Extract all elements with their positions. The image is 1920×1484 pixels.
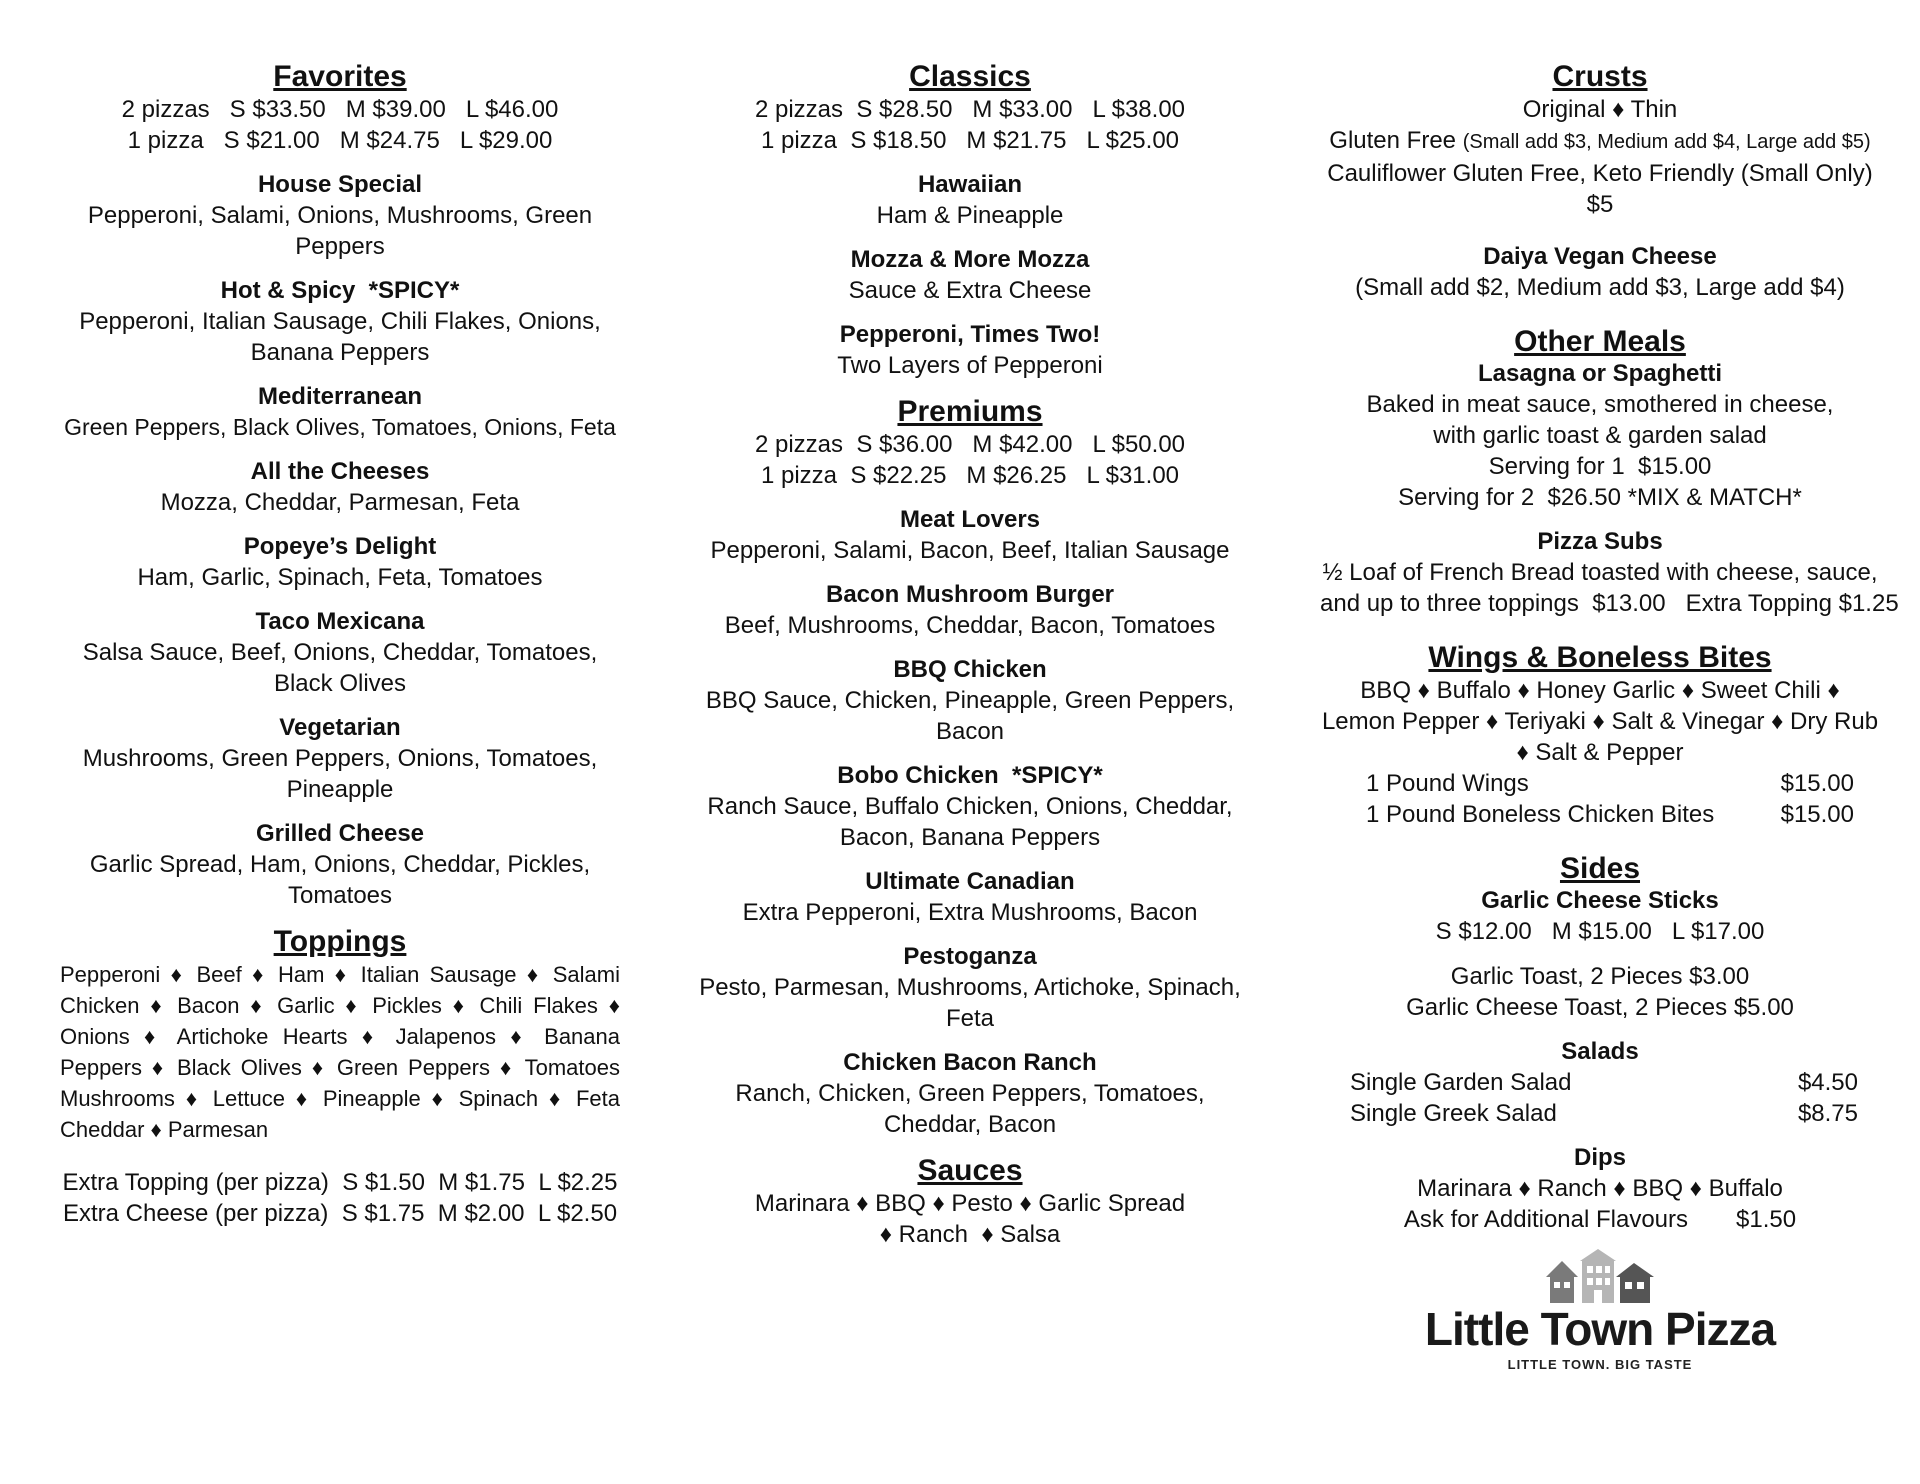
salad-price: $4.50: [1797, 1069, 1858, 1096]
column-favorites: [60, 60, 620, 1229]
menu-item: [690, 867, 1250, 928]
lasagna-desc-2: with garlic toast & garden salad: [1433, 422, 1767, 449]
crusts-cauliflower: Cauliflower Gluten Free, Keto Friendly (Small Only) $5: [1327, 160, 1873, 218]
pizza-subs-title: Pizza Subs: [1537, 528, 1663, 555]
item-desc: Extra Pepperoni, Extra Mushrooms, Bacon: [742, 899, 1198, 926]
item-desc: Pesto, Parmesan, Mushrooms, Artichoke, Spinach, Feta: [699, 974, 1241, 1032]
lasagna-title: Lasagna or Spaghetti: [1477, 360, 1723, 387]
garlic-cheese-sticks-prices: S $12.00 M $15.00 L $17.00: [1435, 918, 1765, 945]
pizza-subs-desc-2: and up to three toppings $13.00 Extra Topping $1.25: [1320, 590, 1899, 617]
garlic-cheese-sticks-title: Garlic Cheese Sticks: [1481, 887, 1719, 914]
premiums-heading: Premiums: [897, 395, 1043, 428]
item-desc: Beef, Mushrooms, Cheddar, Bacon, Tomatoes: [724, 612, 1216, 639]
menu-item: [690, 761, 1250, 853]
item-desc: Pepperoni, Italian Sausage, Chili Flakes, Onions, Banana Peppers: [79, 308, 601, 366]
item-name: BBQ Chicken: [893, 656, 1047, 683]
menu-item: [690, 1048, 1250, 1140]
wings-flavours-3: ♦ Salt & Pepper: [1516, 739, 1684, 766]
menu-item: [690, 245, 1250, 306]
item-desc: Two Layers of Pepperoni: [837, 352, 1103, 379]
crusts-line-1: Original ♦ Thin: [1522, 96, 1678, 123]
item-name: Hot & Spicy *SPICY*: [220, 277, 460, 304]
salads-title: Salads: [1561, 1038, 1639, 1065]
vegan-cheese-title: Daiya Vegan Cheese: [1483, 243, 1717, 270]
salad-price: $8.75: [1797, 1100, 1858, 1127]
boneless-price-row: [1320, 799, 1880, 830]
sauces-line-1: Marinara ♦ BBQ ♦ Pesto ♦ Garlic Spread: [754, 1190, 1186, 1217]
favorites-price-1: 1 pizza S $21.00 M $24.75 L $29.00: [127, 127, 553, 154]
other-meals-heading: Other Meals: [1514, 325, 1686, 358]
logo: [1320, 1247, 1880, 1372]
menu-item: [690, 655, 1250, 747]
logo-title: Little Town Pizza: [1424, 1303, 1776, 1355]
column-crusts: [1320, 60, 1899, 1372]
dips-extra-row: [1320, 1204, 1880, 1235]
salad-label: Single Garden Salad: [1350, 1069, 1572, 1096]
menu-item: [60, 382, 620, 443]
item-desc: Garlic Spread, Ham, Onions, Cheddar, Pickles, Tomatoes: [89, 851, 591, 909]
wings-label: 1 Pound Wings: [1366, 770, 1529, 797]
menu-item: [690, 580, 1250, 641]
sauces-line-2: ♦ Ranch ♦ Salsa: [879, 1221, 1061, 1248]
sauces-heading: Sauces: [917, 1154, 1023, 1187]
extra-cheese-price: Extra Cheese (per pizza) S $1.75 M $2.00 L $2.50: [62, 1200, 618, 1227]
item-name: Mediterranean: [257, 383, 423, 410]
item-desc: BBQ Sauce, Chicken, Pineapple, Green Peppers, Bacon: [705, 687, 1235, 745]
item-name: Ultimate Canadian: [865, 868, 1075, 895]
item-name: Vegetarian: [279, 714, 401, 741]
salad-row: [1320, 1098, 1880, 1129]
item-desc: Ham & Pineapple: [876, 202, 1064, 229]
lasagna-desc-1: Baked in meat sauce, smothered in cheese,: [1366, 391, 1834, 418]
boneless-label: 1 Pound Boneless Chicken Bites: [1366, 801, 1715, 828]
item-desc: Green Peppers, Black Olives, Tomatoes, Onions, Feta: [64, 414, 616, 440]
item-desc: Sauce & Extra Cheese: [848, 277, 1092, 304]
item-desc: Ham, Garlic, Spinach, Feta, Tomatoes: [137, 564, 543, 591]
item-name: Taco Mexicana: [255, 608, 425, 635]
salad-row: [1320, 1067, 1880, 1098]
pizza-subs-desc-1: ½ Loaf of French Bread toasted with cheese, sauce,: [1322, 559, 1878, 586]
favorites-heading: Favorites: [273, 60, 407, 93]
item-name: Chicken Bacon Ranch: [843, 1049, 1097, 1076]
boneless-price: $15.00: [1780, 801, 1854, 828]
gluten-free-label: Gluten Free: [1329, 127, 1463, 154]
gluten-free-note: (Small add $3, Medium add $4, Large add $5): [1462, 131, 1871, 153]
dips-extra-price: $1.50: [1736, 1206, 1797, 1233]
wings-flavours-2: Lemon Pepper ♦ Teriyaki ♦ Salt & Vinegar ♦ Dry Rub: [1321, 708, 1879, 735]
menu-item: [60, 713, 620, 805]
crusts-gluten-free: [1320, 125, 1880, 158]
item-desc: Pepperoni, Salami, Bacon, Beef, Italian Sausage: [710, 537, 1230, 564]
menu-item: [690, 320, 1250, 381]
item-desc: Pepperoni, Salami, Onions, Mushrooms, Green Peppers: [87, 202, 593, 260]
menu-item: [60, 607, 620, 699]
sides-heading: Sides: [1559, 852, 1641, 885]
item-desc: Ranch Sauce, Buffalo Chicken, Onions, Cheddar, Bacon, Banana Peppers: [707, 793, 1233, 851]
lasagna-serving-2: Serving for 2 $26.50 *MIX & MATCH*: [1398, 484, 1802, 511]
menu-item: [60, 819, 620, 911]
menu-item: [60, 457, 620, 518]
houses-icon: [1540, 1247, 1660, 1305]
item-name: Meat Lovers: [899, 506, 1041, 533]
item-name: House Special: [257, 171, 423, 198]
logo-tagline: LITTLE TOWN. BIG TASTE: [1507, 1357, 1693, 1372]
garlic-toast: Garlic Toast, 2 Pieces $3.00: [1450, 963, 1750, 990]
extra-topping-price: Extra Topping (per pizza) S $1.50 M $1.75 L $2.25: [62, 1169, 618, 1196]
column-classics: [690, 60, 1250, 1250]
crusts-heading: Crusts: [1552, 60, 1648, 93]
item-desc: Mozza, Cheddar, Parmesan, Feta: [160, 489, 520, 516]
favorites-price-2: 2 pizzas S $33.50 M $39.00 L $46.00: [121, 96, 559, 123]
menu-item: [690, 170, 1250, 231]
premiums-price-1: 1 pizza S $22.25 M $26.25 L $31.00: [760, 462, 1180, 489]
item-name: Popeye’s Delight: [243, 533, 437, 560]
item-name: Mozza & More Mozza: [850, 246, 1090, 273]
classics-heading: Classics: [909, 60, 1031, 93]
wings-price: $15.00: [1780, 770, 1854, 797]
dips-list: Marinara ♦ Ranch ♦ BBQ ♦ Buffalo: [1417, 1175, 1783, 1202]
item-desc: Salsa Sauce, Beef, Onions, Cheddar, Tomatoes, Black Olives: [82, 639, 598, 697]
lasagna-serving-1: Serving for 1 $15.00: [1488, 453, 1712, 480]
item-name: Bobo Chicken *SPICY*: [837, 762, 1103, 789]
item-desc: Ranch, Chicken, Green Peppers, Tomatoes, Cheddar, Bacon: [735, 1080, 1205, 1138]
classics-price-1: 1 pizza S $18.50 M $21.75 L $25.00: [760, 127, 1180, 154]
menu-item: [690, 505, 1250, 566]
menu-item: [690, 942, 1250, 1034]
wings-price-row: [1320, 768, 1880, 799]
toppings-heading: Toppings: [273, 925, 407, 958]
premiums-price-2: 2 pizzas S $36.00 M $42.00 L $50.00: [754, 431, 1186, 458]
dips-extra-label: Ask for Additional Flavours: [1403, 1206, 1689, 1233]
garlic-cheese-toast: Garlic Cheese Toast, 2 Pieces $5.00: [1406, 994, 1794, 1021]
item-name: Pepperoni, Times Two!: [839, 321, 1101, 348]
item-name: Hawaiian: [917, 171, 1023, 198]
wings-heading: Wings & Boneless Bites: [1428, 641, 1772, 674]
item-desc: Mushrooms, Green Peppers, Onions, Tomatoes, Pineapple: [82, 745, 598, 803]
vegan-cheese-note: (Small add $2, Medium add $3, Large add $4): [1355, 274, 1845, 301]
salad-label: Single Greek Salad: [1350, 1100, 1557, 1127]
menu-item: [60, 276, 620, 368]
dips-title: Dips: [1573, 1144, 1626, 1171]
menu-item: [60, 532, 620, 593]
wings-flavours-1: BBQ ♦ Buffalo ♦ Honey Garlic ♦ Sweet Chili ♦: [1360, 677, 1840, 704]
item-name: All the Cheeses: [250, 458, 430, 485]
menu-item: [60, 170, 620, 262]
toppings-list: Pepperoni ♦ Beef ♦ Ham ♦ Italian Sausage ♦ Salami Chicken ♦ Bacon ♦ Garlic ♦ Pickles ♦ Chili Flakes ♦ Onions ♦ Artichoke Hearts ♦ Jalapenos ♦ Banana Peppers ♦ Black Olives ♦ Green Peppers ♦ Tomatoes Mushrooms ♦ Lettuce ♦ Pineapple ♦ Spinach ♦ Feta Cheddar ♦ Parmesan: [60, 962, 620, 1142]
classics-price-2: 2 pizzas S $28.50 M $33.00 L $38.00: [754, 96, 1186, 123]
item-name: Grilled Cheese: [255, 820, 425, 847]
item-name: Pestoganza: [903, 943, 1037, 970]
item-name: Bacon Mushroom Burger: [825, 581, 1115, 608]
